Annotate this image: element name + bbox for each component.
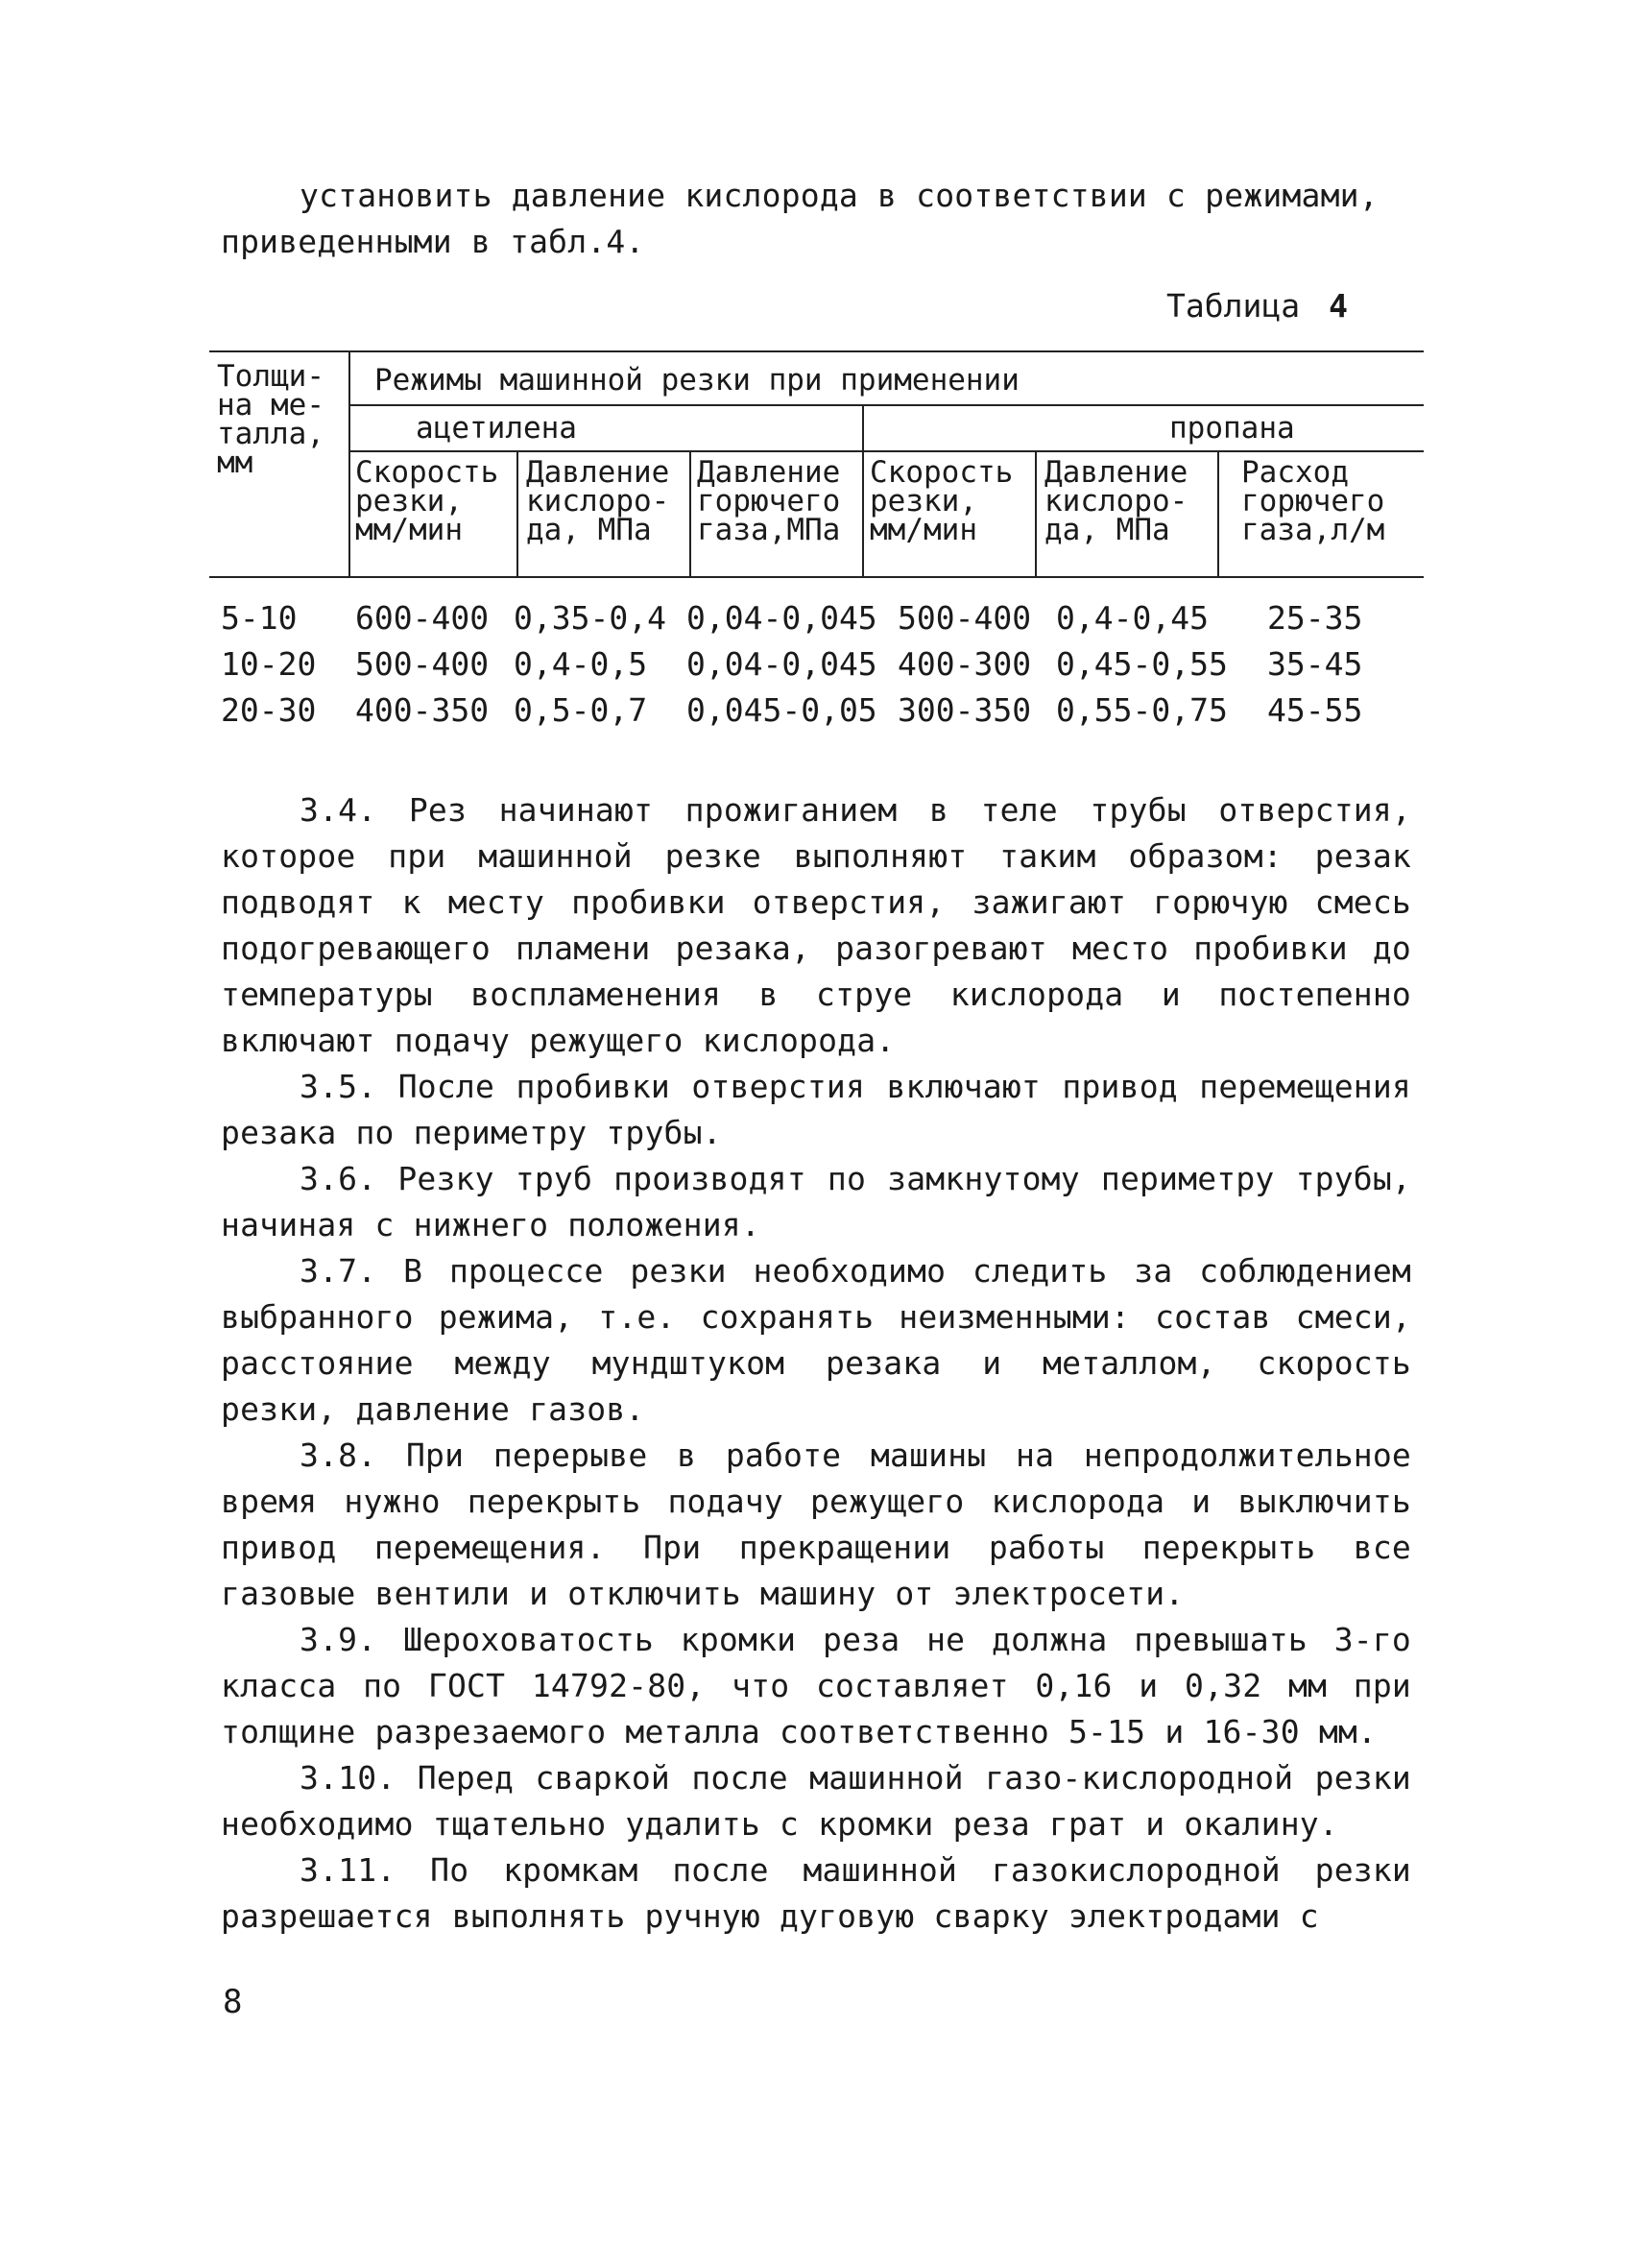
table-cell: 500-400	[898, 599, 1032, 637]
table-caption	[1166, 283, 1348, 329]
table-vline-thickness	[348, 350, 350, 576]
paragraph-3-10	[221, 1755, 1411, 1847]
intro-paragraph	[221, 173, 1411, 265]
table-cell: 5-10	[221, 599, 298, 637]
paragraph-3-11	[221, 1847, 1411, 1940]
paragraph-text: 3.8. При перерыве в работе машины на непродолжительное время нужно перекрыть подачу режущего кислорода и выключить привод перемещения. При прекращении работы перекрыть все газовые вентили и отключить машину от электросети.	[221, 1436, 1411, 1612]
table-cell: 400-350	[355, 691, 490, 729]
table-header-bottom-rule	[209, 576, 1424, 578]
header-col-6: Расход горючего газа,л/м	[1241, 455, 1385, 547]
paragraph-3-6	[221, 1156, 1411, 1248]
intro-line-1: установить давление кислорода в соответствии с режимами,	[300, 177, 1379, 214]
table-cell: 0,45-0,55	[1056, 645, 1228, 683]
table-cell: 45-55	[1267, 691, 1363, 729]
table-cell: 10-20	[221, 645, 317, 683]
table-cell: 500-400	[355, 645, 490, 683]
table-cell: 0,4-0,5	[514, 645, 648, 683]
table-top-rule	[209, 350, 1424, 352]
paragraph-text: 3.5. После пробивки отверстия включают привод перемещения резака по периметру трубы.	[221, 1068, 1411, 1151]
table-cell: 0,04-0,045	[686, 599, 877, 637]
table-cell: 20-30	[221, 691, 317, 729]
paragraph-text: 3.6. Резку труб производят по замкнутому периметру трубы, начиная с нижнего положения.	[221, 1160, 1411, 1243]
header-col-2: Давление кислоро- да, МПа	[526, 455, 670, 547]
table-cell: 0,045-0,05	[686, 691, 877, 729]
paragraph-3-8	[221, 1433, 1411, 1617]
header-thickness: Толщи- на ме- талла, мм	[217, 359, 324, 480]
table-cell: 0,55-0,75	[1056, 691, 1228, 729]
table-vline-5	[1217, 450, 1219, 576]
table-caption-word: Таблица	[1166, 287, 1301, 325]
table-vline-gas-split	[862, 404, 864, 576]
table-cell: 600-400	[355, 599, 490, 637]
header-acetylene: ацетилена	[416, 411, 577, 446]
cutting-modes-table-header	[209, 350, 1424, 581]
table-cell: 0,04-0,045	[686, 645, 877, 683]
table-vline-4	[1035, 450, 1037, 576]
paragraph-text: 3.11. По кромкам после машинной газокислородной резки разрешается выполнять ручную дуговую сварку электродами с	[221, 1851, 1411, 1935]
table-cell: 0,35-0,4	[514, 599, 666, 637]
table-vline-2	[689, 450, 691, 576]
header-col-3: Давление горючего газа,МПа	[697, 455, 841, 547]
paragraph-3-9	[221, 1617, 1411, 1755]
header-col-5: Давление кислоро- да, МПа	[1044, 455, 1188, 547]
header-modes: Режимы машинной резки при применении	[374, 363, 1020, 398]
header-col-4: Скорость резки, мм/мин	[870, 455, 1014, 547]
paragraph-3-5	[221, 1064, 1411, 1156]
table-cell: 400-300	[898, 645, 1032, 683]
table-modes-rule	[348, 404, 1424, 406]
paragraph-3-4	[221, 787, 1411, 1064]
paragraph-text: 3.9. Шероховатость кромки реза не должна превышать 3-го класса по ГОСТ 14792-80, что составляет 0,16 и 0,32 мм при толщине разрезаемого металла соответственно 5-15 и 16-30 мм.	[221, 1621, 1411, 1750]
table-cell: 25-35	[1267, 599, 1363, 637]
paragraph-text: 3.4. Рез начинают прожиганием в теле трубы отверстия, которое при машинной резке выполняют таким образом: резак подводят к месту пробивки отверстия, зажигают горючую смесь подогревающего пламени резака, разогревают место пробивки до температуры воспламенения в струе кислорода и постепенно включают подачу режущего кислорода.	[221, 791, 1411, 1059]
paragraph-text: 3.7. В процессе резки необходимо следить за соблюдением выбранного режима, т.е. сохранять неизменными: состав смеси, расстояние между мундштуком резака и металлом, скорость резки, давление газов.	[221, 1252, 1411, 1428]
table-cell: 35-45	[1267, 645, 1363, 683]
table-cell: 300-350	[898, 691, 1032, 729]
paragraph-text: 3.10. Перед сваркой после машинной газо-кислородной резки необходимо тщательно удалить с кромки реза грат и окалину.	[221, 1759, 1411, 1843]
table-cell: 0,5-0,7	[514, 691, 648, 729]
table-cell: 0,4-0,45	[1056, 599, 1209, 637]
intro-line-2: приведенными в табл.4.	[221, 223, 645, 260]
header-propane: пропана	[1169, 411, 1295, 446]
table-vline-1	[516, 450, 518, 576]
table-caption-number: 4	[1329, 287, 1348, 325]
page-number: 8	[223, 1983, 243, 2021]
paragraph-3-7	[221, 1248, 1411, 1433]
header-col-1: Скорость резки, мм/мин	[355, 455, 499, 547]
table-gas-rule	[348, 450, 1424, 452]
